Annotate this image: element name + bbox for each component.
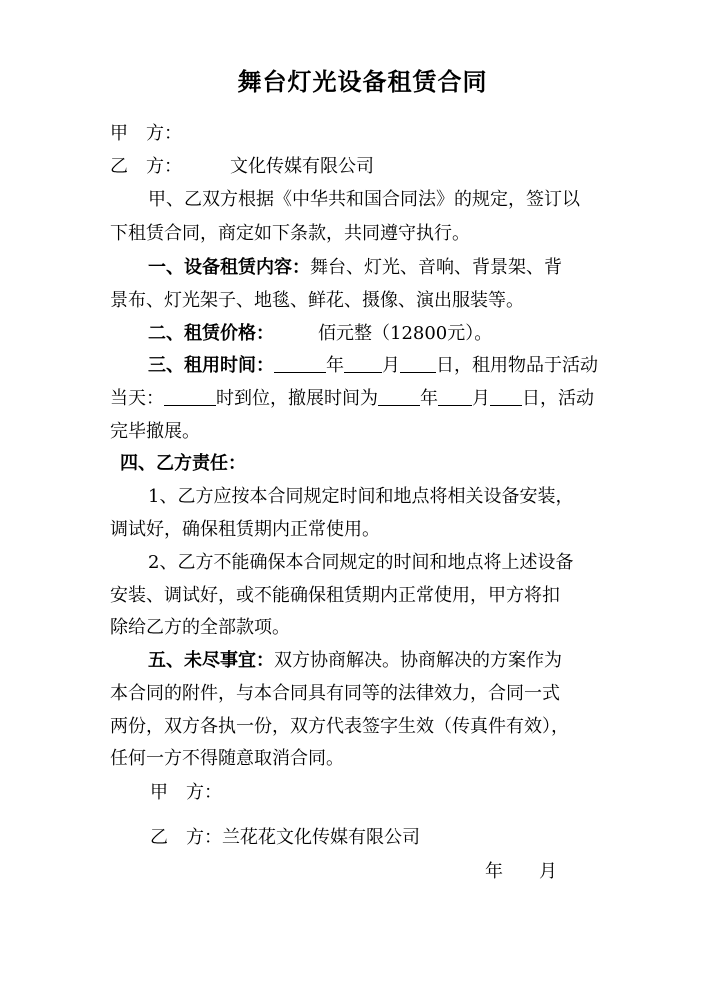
blank-day[interactable] — [400, 352, 436, 373]
section-5-line-3: 两份，双方各执一份，双方代表签字生效（传真件有效）， — [110, 716, 569, 737]
blank-year[interactable] — [274, 352, 326, 373]
section-2-line — [148, 318, 492, 350]
party-a-line — [110, 118, 182, 150]
section-5-line-2: 本合同的附件，与本合同具有同等的法律效力，合同一式 — [110, 683, 560, 704]
teardown-text: 时到位，撤展时间为 — [216, 388, 378, 409]
day-rest-text: 日，租用物品于活动 — [436, 355, 598, 376]
section-5-line-4: 任何一方不得随意取消合同。 — [110, 748, 344, 769]
same-day-label: 当天： — [110, 388, 164, 409]
intro-line-2: 下租赁合同，商定如下条款，共同遵守执行。 — [110, 223, 470, 244]
section-3-heading: 三、租用时间： — [148, 355, 274, 376]
section-3-line-2 — [110, 383, 594, 415]
party-b-line — [110, 151, 374, 183]
section-1-text: 舞台、灯光、音响、背景架、背 — [310, 257, 562, 278]
section-5-text: 双方协商解决。协商解决的方案作为 — [274, 650, 562, 671]
section-1-line-2: 景布、灯光架子、地毯、鲜花、摄像、演出服装等。 — [110, 290, 524, 311]
section-4-item-2-line-3: 除给乙方的全部款项。 — [110, 617, 290, 638]
section-4-item-2-line-1: 2、乙方不能确保本合同规定的时间和地点将上述设备 — [148, 552, 574, 573]
section-1-heading: 一、设备租赁内容： — [148, 257, 310, 278]
section-2-text: 佰元整（12800元）。 — [318, 323, 493, 344]
section-5-line-1 — [148, 645, 562, 677]
month-label: 月 — [382, 355, 400, 376]
section-2-heading: 二、租赁价格： — [148, 323, 274, 344]
document-title: 舞台灯光设备租赁合同 — [237, 67, 488, 96]
section-3-line-3: 完毕撤展。 — [110, 421, 200, 442]
section-1-line-1 — [148, 252, 562, 284]
signature-party-a: 甲 方： — [150, 782, 222, 803]
blank-month[interactable] — [344, 352, 382, 373]
blank-day-2[interactable] — [490, 385, 522, 406]
month-label-2: 月 — [472, 388, 490, 409]
section-3-line-1 — [148, 350, 598, 382]
section-5-heading: 五、未尽事宜： — [148, 650, 274, 671]
day-rest-text-2: 日，活动 — [522, 388, 594, 409]
year-label: 年 — [326, 355, 344, 376]
blank-year-2[interactable] — [378, 385, 420, 406]
intro-line-1: 甲、乙双方根据《中华共和国合同法》的规定，签订以 — [148, 189, 580, 210]
signature-date: 年 月 — [485, 861, 557, 882]
section-4-item-2-line-2: 安装、调试好，或不能确保租赁期内正常使用，甲方将扣 — [110, 585, 560, 606]
year-label-2: 年 — [420, 388, 438, 409]
signature-party-b: 乙 方：兰花花文化传媒有限公司 — [150, 827, 420, 848]
party-b-label: 乙 方： — [110, 156, 182, 177]
blank-month-2[interactable] — [438, 385, 472, 406]
section-4-heading: 四、乙方责任： — [120, 453, 246, 474]
section-4-item-1-line-1: 1、乙方应按本合同规定时间和地点将相关设备安装， — [148, 486, 574, 507]
section-4-item-1-line-2: 调试好，确保租赁期内正常使用。 — [110, 519, 380, 540]
party-b-name: 文化传媒有限公司 — [230, 156, 374, 177]
party-a-label: 甲 方： — [110, 123, 182, 144]
blank-hour[interactable] — [164, 385, 216, 406]
